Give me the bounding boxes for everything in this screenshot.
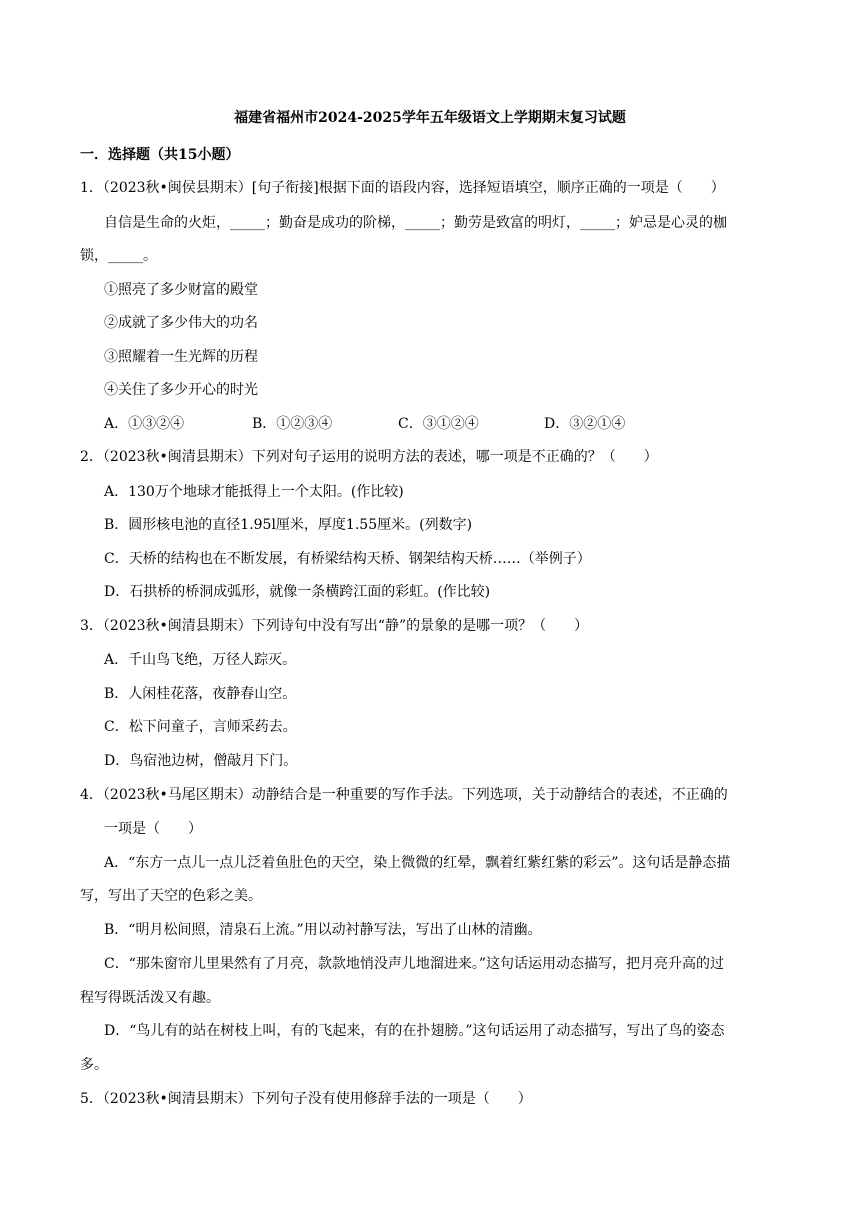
question-4-option-c-line-1: C．“那朱窗帘儿里果然有了月亮，款款地悄没声儿地溜进来。”这句话运用动态描写，把月亮升高的过 xyxy=(104,956,725,972)
question-2-option-c: C．天桥的结构也在不断发展，有桥梁结构天桥、钢架结构天桥……（举例子） xyxy=(104,551,591,567)
question-1-item-2: ②成就了多少伟大的功名 xyxy=(104,315,258,331)
question-2-stem: 2．（2023秋•闽清县期末）下列对句子运用的说明方法的表述，哪一项是不正确的？（ ） xyxy=(80,449,658,465)
question-4-stem-line-1: 4．（2023秋•马尾区期末）动静结合是一种重要的写作手法。下列选项，关于动静结合的表述，不正确的 xyxy=(80,787,728,803)
question-1-option-a: A．①③②④ xyxy=(104,416,185,432)
question-3-option-c: C．松下问童子，言师采药去。 xyxy=(104,719,297,735)
question-1-option-c: C．③①②④ xyxy=(398,416,479,432)
section-heading: 一．选择题（共15小题） xyxy=(80,147,240,163)
question-5-stem: 5．（2023秋•闽清县期末）下列句子没有使用修辞手法的一项是（ ） xyxy=(80,1091,532,1107)
question-1-passage-line-2: 锁，_____。 xyxy=(80,248,157,264)
question-1-item-1: ①照亮了多少财富的殿堂 xyxy=(104,282,258,298)
question-3-option-b: B．人闲桂花落，夜静春山空。 xyxy=(104,686,297,702)
question-2-option-a: A．130万个地球才能抵得上一个太阳。(作比较) xyxy=(104,484,404,500)
question-3-option-d: D．鸟宿池边树，僧敲月下门。 xyxy=(104,753,298,769)
question-4-option-b: B．“明月松间照，清泉石上流。”用以动衬静写法，写出了山林的清幽。 xyxy=(104,922,542,938)
question-4-stem-line-2: 一项是（ ） xyxy=(104,821,202,837)
question-1-stem: 1．（2023秋•闽侯县期末）[句子衔接]根据下面的语段内容，选择短语填空，顺序正确的一项是（ ） xyxy=(80,180,725,196)
question-4-option-d-line-2: 多。 xyxy=(80,1057,108,1073)
question-1-option-d: D．③②①④ xyxy=(544,416,626,432)
page-title: 福建省福州市2024-2025学年五年级语文上学期期末复习试题 xyxy=(234,110,626,126)
question-1-option-b: B．①②③④ xyxy=(252,416,333,432)
question-3-stem: 3．（2023秋•闽清县期末）下列诗句中没有写出“静”的景象的是哪一项？（ ） xyxy=(80,618,589,634)
question-4-option-a-line-1: A．“东方一点儿一点儿泛着鱼肚色的天空，染上微微的红晕，飘着红紫红紫的彩云”。这句话是静态描 xyxy=(104,855,731,871)
question-3-option-a: A．千山鸟飞绝，万径人踪灭。 xyxy=(104,652,297,668)
question-1-options xyxy=(104,414,704,434)
question-1-item-4: ④关住了多少开心的时光 xyxy=(104,382,258,398)
question-4-option-d-line-1: D．“鸟儿有的站在树枝上叫，有的飞起来，有的在扑翅膀。”这句话运用了动态描写，写出了鸟的姿态 xyxy=(104,1023,725,1039)
question-1-passage-line-1: 自信是生命的火炬，_____；勤奋是成功的阶梯，_____；勤劳是致富的明灯，_____；妒忌是心灵的枷 xyxy=(104,215,727,231)
question-1-item-3: ③照耀着一生光辉的历程 xyxy=(104,349,258,365)
question-2-option-d: D．石拱桥的桥洞成弧形，就像一条横跨江面的彩虹。(作比较) xyxy=(104,584,491,600)
question-4-option-a-line-2: 写，写出了天空的色彩之美。 xyxy=(80,888,262,904)
question-2-option-b: B．圆形核电池的直径1.95l厘米，厚度1.55厘米。(列数字) xyxy=(104,517,473,533)
question-4-option-c-line-2: 程写得既活泼又有趣。 xyxy=(80,990,220,1006)
